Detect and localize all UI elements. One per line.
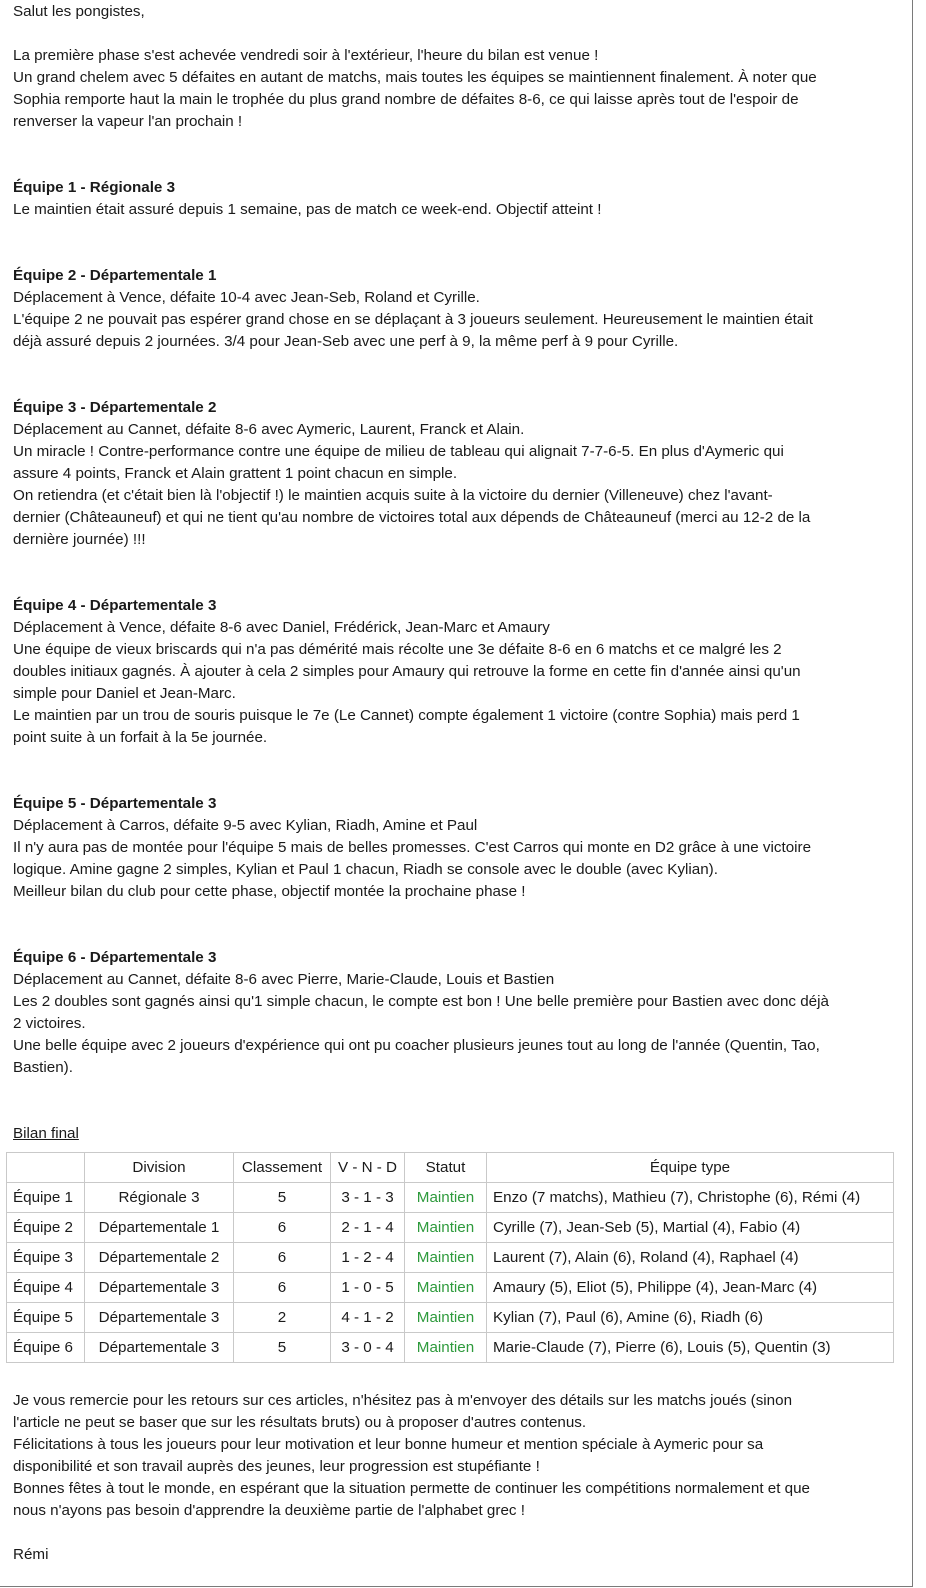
team-line: Déplacement à Vence, défaite 8-6 avec Daniel, Frédérick, Jean-Marc et Amaury: [13, 619, 550, 636]
header-division: Division: [85, 1153, 234, 1183]
closing-line: Félicitations à tous les joueurs pour leur motivation et leur bonne humeur et mention spéciale à Aymeric pour sa: [13, 1436, 764, 1453]
record-cell: 2 - 1 - 4: [331, 1213, 405, 1243]
lineup-cell: Cyrille (7), Jean-Seb (5), Martial (4), Fabio (4): [487, 1213, 894, 1243]
team-line: Il n'y aura pas de montée pour l'équipe 5 mais de belles promesses. C'est Carros qui monte en D2 grâce à une victoire: [13, 839, 812, 856]
record-cell: 3 - 0 - 4: [331, 1333, 405, 1363]
signature: Rémi: [13, 1546, 49, 1563]
team-title: Équipe 5 - Départementale 3: [13, 795, 217, 812]
header-record: V - N - D: [331, 1153, 405, 1183]
intro-line: La première phase s'est achevée vendredi soir à l'extérieur, l'heure du bilan est venue !: [13, 47, 599, 64]
team-cell: Équipe 4: [7, 1273, 85, 1303]
team-line: Déplacement à Carros, défaite 9-5 avec Kylian, Riadh, Amine et Paul: [13, 817, 478, 834]
table-row: [7, 1183, 894, 1213]
team-title: Équipe 3 - Départementale 2: [13, 399, 217, 416]
status-cell: Maintien: [405, 1333, 487, 1363]
bilan-table: [6, 1152, 894, 1363]
team-line: L'équipe 2 ne pouvait pas espérer grand chose en se déplaçant à 3 joueurs seulement. Heureusement le maintien était: [13, 311, 813, 328]
table-row: [7, 1303, 894, 1333]
team-section-5: [13, 793, 909, 903]
greeting: Salut les pongistes,: [13, 3, 145, 20]
closing-line: nous n'ayons pas besoin d'apprendre la deuxième partie de l'alphabet grec !: [13, 1502, 525, 1519]
ranking-cell: 6: [234, 1243, 331, 1273]
status-cell: Maintien: [405, 1273, 487, 1303]
status-cell: Maintien: [405, 1243, 487, 1273]
record-cell: 3 - 1 - 3: [331, 1183, 405, 1213]
team-line: Une équipe de vieux briscards qui n'a pas démérité mais récolte une 3e défaite 8-6 en 6 matchs et ce malgré les 2: [13, 641, 782, 658]
team-line: 2 victoires.: [13, 1015, 86, 1032]
team-cell: Équipe 2: [7, 1213, 85, 1243]
ranking-cell: 2: [234, 1303, 331, 1333]
division-cell: Départementale 1: [85, 1213, 234, 1243]
division-cell: Départementale 2: [85, 1243, 234, 1273]
closing-line: l'article ne peut se baser que sur les résultats bruts) ou à proposer d'autres contenus.: [13, 1414, 587, 1431]
status-cell: Maintien: [405, 1213, 487, 1243]
team-line: dernier (Châteauneuf) et qui ne tient qu'au nombre de victoires total aux dépends de Châteauneuf (merci au 12-2 de la: [13, 509, 811, 526]
bilan-title: Bilan final: [13, 1125, 79, 1142]
team-line: logique. Amine gagne 2 simples, Kylian et Paul 1 chacun, Riadh se console avec le double (avec Kylian).: [13, 861, 718, 878]
team-line: Le maintien par un trou de souris puisque le 7e (Le Cannet) compte également 1 victoire (contre Sophia) mais perd 1: [13, 707, 800, 724]
team-line: doubles initiaux gagnés. À ajouter à cela 2 simples pour Amaury qui retrouve la forme en cette fin d'année ainsi qu'un: [13, 663, 801, 680]
intro-line: renverser la vapeur l'an prochain !: [13, 113, 243, 130]
team-cell: Équipe 1: [7, 1183, 85, 1213]
team-line: Une belle équipe avec 2 joueurs d'expérience qui ont pu coacher plusieurs jeunes tout au long de l'année (Quentin, Tao,: [13, 1037, 820, 1054]
header-lineup: Équipe type: [487, 1153, 894, 1183]
table-row: [7, 1243, 894, 1273]
ranking-cell: 5: [234, 1333, 331, 1363]
document-body: [13, 1, 909, 1145]
header-status: Statut: [405, 1153, 487, 1183]
team-line: Un miracle ! Contre-performance contre une équipe de milieu de tableau qui alignait 7-7-6-5. En plus d'Aymeric qui: [13, 443, 784, 460]
team-line: On retiendra (et c'était bien là l'objectif !) le maintien acquis suite à la victoire du dernier (Villeneuve) chez l'avant-: [13, 487, 773, 504]
intro-line: Sophia remporte haut la main le trophée du plus grand nombre de défaites 8-6, ce qui laisse après tout de l'espoir de: [13, 91, 799, 108]
table-row: [7, 1333, 894, 1363]
team-line: dernière journée) !!!: [13, 531, 146, 548]
team-line: assure 4 points, Franck et Alain grattent 1 point chacun en simple.: [13, 465, 458, 482]
ranking-cell: 6: [234, 1213, 331, 1243]
team-line: déjà assuré depuis 2 journées. 3/4 pour Jean-Seb avec une perf à 9, la même perf à 9 pour Cyrille.: [13, 333, 679, 350]
team-line: point suite à un forfait à la 5e journée.: [13, 729, 268, 746]
team-title: Équipe 1 - Régionale 3: [13, 179, 176, 196]
team-title: Équipe 6 - Départementale 3: [13, 949, 217, 966]
team-section-6: [13, 947, 909, 1079]
closing-line: disponibilité et son travail auprès des jeunes, leur progression est stupéfiante !: [13, 1458, 540, 1475]
team-line: Meilleur bilan du club pour cette phase, objectif montée la prochaine phase !: [13, 883, 526, 900]
table-header-row: [7, 1153, 894, 1183]
record-cell: 4 - 1 - 2: [331, 1303, 405, 1333]
division-cell: Régionale 3: [85, 1183, 234, 1213]
team-section-2: [13, 265, 909, 353]
lineup-cell: Marie-Claude (7), Pierre (6), Louis (5), Quentin (3): [487, 1333, 894, 1363]
ranking-cell: 6: [234, 1273, 331, 1303]
division-cell: Départementale 3: [85, 1303, 234, 1333]
lineup-cell: Kylian (7), Paul (6), Amine (6), Riadh (6): [487, 1303, 894, 1333]
intro-paragraph: [13, 45, 909, 133]
team-section-1: [13, 177, 909, 221]
team-line: Les 2 doubles sont gagnés ainsi qu'1 simple chacun, le compte est bon ! Une belle première pour Bastien avec donc déjà: [13, 993, 829, 1010]
team-line: Déplacement au Cannet, défaite 8-6 avec Aymeric, Laurent, Franck et Alain.: [13, 421, 525, 438]
header-ranking: Classement: [234, 1153, 331, 1183]
team-title: Équipe 4 - Départementale 3: [13, 597, 217, 614]
team-line: simple pour Daniel et Jean-Marc.: [13, 685, 236, 702]
team-section-4: [13, 595, 909, 749]
header-team: [7, 1153, 85, 1183]
team-title: Équipe 2 - Départementale 1: [13, 267, 217, 284]
table-row: [7, 1273, 894, 1303]
team-line: Le maintien était assuré depuis 1 semaine, pas de match ce week-end. Objectif atteint !: [13, 201, 602, 218]
closing-section: [13, 1390, 909, 1566]
table-row: [7, 1213, 894, 1243]
status-cell: Maintien: [405, 1183, 487, 1213]
team-cell: Équipe 5: [7, 1303, 85, 1333]
team-line: Déplacement à Vence, défaite 10-4 avec Jean-Seb, Roland et Cyrille.: [13, 289, 480, 306]
team-line: Bastien).: [13, 1059, 73, 1076]
team-cell: Équipe 3: [7, 1243, 85, 1273]
team-line: Déplacement au Cannet, défaite 8-6 avec Pierre, Marie-Claude, Louis et Bastien: [13, 971, 555, 988]
team-section-3: [13, 397, 909, 551]
division-cell: Départementale 3: [85, 1273, 234, 1303]
division-cell: Départementale 3: [85, 1333, 234, 1363]
record-cell: 1 - 0 - 5: [331, 1273, 405, 1303]
closing-line: Je vous remercie pour les retours sur ces articles, n'hésitez pas à m'envoyer des détails sur les matchs joués (sinon: [13, 1392, 793, 1409]
intro-line: Un grand chelem avec 5 défaites en autant de matchs, mais toutes les équipes se maintiennent finalement. À noter que: [13, 69, 817, 86]
closing-line: Bonnes fêtes à tout le monde, en espérant que la situation permette de continuer les compétitions normalement et que: [13, 1480, 810, 1497]
lineup-cell: Amaury (5), Eliot (5), Philippe (4), Jean-Marc (4): [487, 1273, 894, 1303]
lineup-cell: Laurent (7), Alain (6), Roland (4), Raphael (4): [487, 1243, 894, 1273]
record-cell: 1 - 2 - 4: [331, 1243, 405, 1273]
lineup-cell: Enzo (7 matchs), Mathieu (7), Christophe (6), Rémi (4): [487, 1183, 894, 1213]
ranking-cell: 5: [234, 1183, 331, 1213]
team-cell: Équipe 6: [7, 1333, 85, 1363]
status-cell: Maintien: [405, 1303, 487, 1333]
